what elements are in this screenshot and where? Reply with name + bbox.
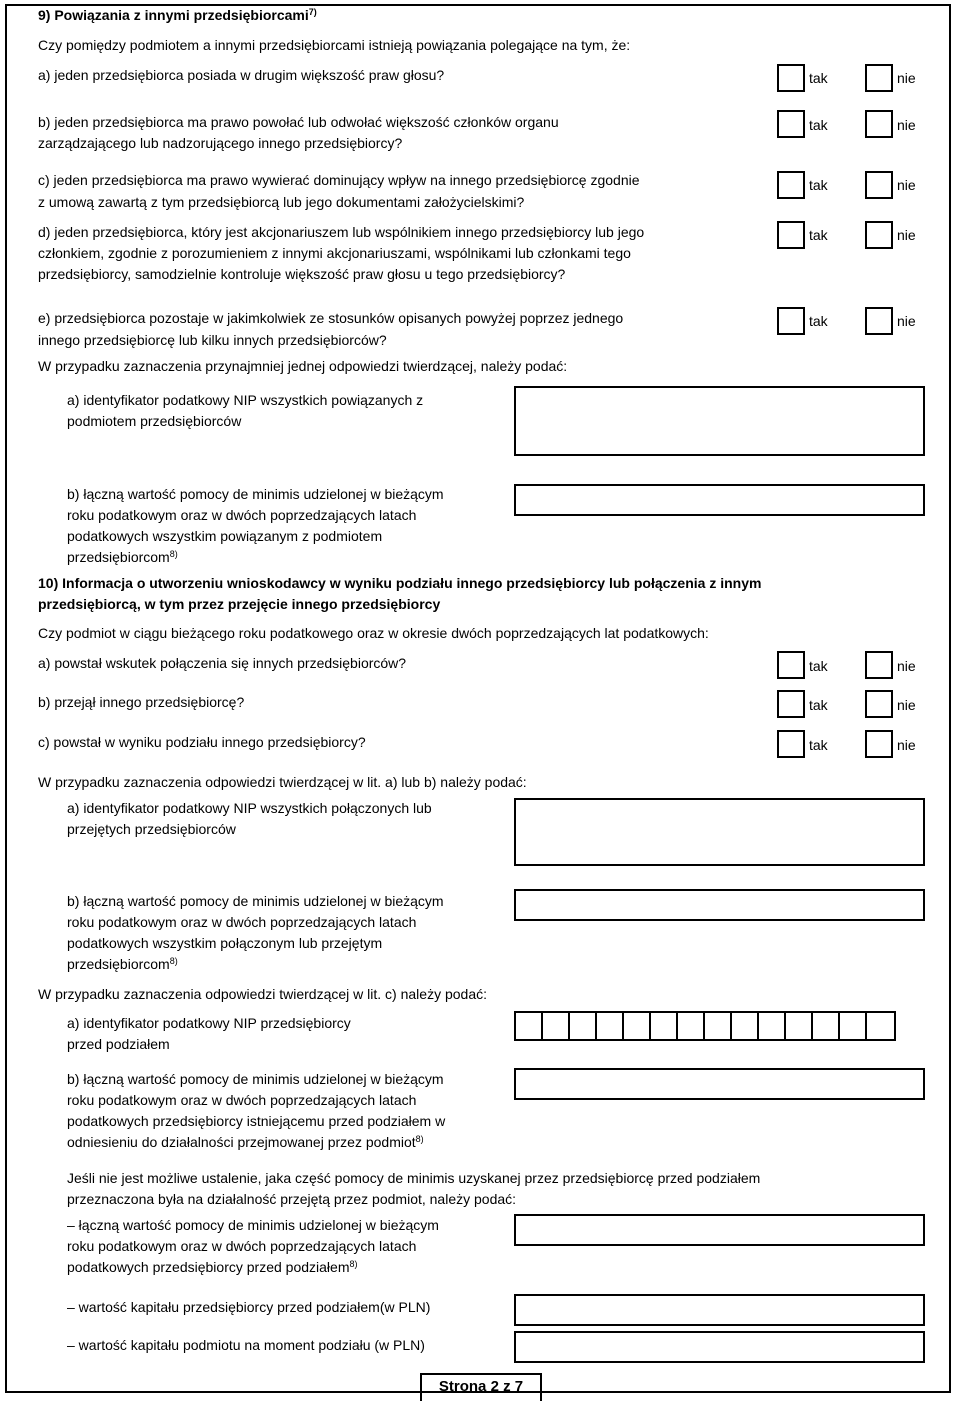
s9-question-e-line2: innego przedsiębiorcę lub kilku innych przedsiębiorców?	[38, 332, 387, 348]
nip-digit-cell[interactable]	[732, 1013, 759, 1039]
footnote-ref: 7)	[308, 7, 317, 17]
yes-label: tak	[809, 658, 828, 674]
s10-predivision-nip-label-line1: a) identyfikator podatkowy NIP przedsiębiorcy	[67, 1015, 351, 1031]
nip-digit-cell[interactable]	[597, 1013, 624, 1039]
no-label: nie	[897, 658, 916, 674]
s9-aid-label-line4-text: przedsiębiorcom	[67, 549, 170, 565]
s9-question-c-line1: c) jeden przedsiębiorca ma prawo wywierać dominujący wpływ na innego przedsiębiorcę zgodnie	[38, 172, 640, 188]
s10-note-ab: W przypadku zaznaczenia odpowiedzi twierdzącej w lit. a) lub b) należy podać:	[38, 774, 527, 790]
s10-if-line1: Jeśli nie jest możliwe ustalenie, jaka część pomocy de minimis uzyskanej przez przedsiębiorcę przed podziałem	[67, 1170, 761, 1186]
nip-digit-cell[interactable]	[651, 1013, 678, 1039]
s10-predivision-aid-label-line1: b) łączną wartość pomocy de minimis udzielonej w bieżącym	[67, 1071, 444, 1087]
s9-nip-input[interactable]	[514, 386, 925, 456]
nip-digit-cell[interactable]	[840, 1013, 867, 1039]
s10-predivision-aid-label-line4	[67, 1132, 424, 1153]
s10-if-line2: przeznaczona była na działalność przejętą przez podmiot, należy podać:	[67, 1191, 517, 1207]
yes-label: tak	[809, 737, 828, 753]
s9-question-a: a) jeden przedsiębiorca posiada w drugim większość praw głosu?	[38, 67, 445, 83]
no-label: nie	[897, 313, 916, 329]
yes-label: tak	[809, 70, 828, 86]
nip-digit-cell[interactable]	[867, 1013, 894, 1039]
s10-nip-label-line1: a) identyfikator podatkowy NIP wszystkich połączonych lub	[67, 800, 432, 816]
nip-digit-cell[interactable]	[786, 1013, 813, 1039]
yes-label: tak	[809, 697, 828, 713]
nip-digit-cell[interactable]	[759, 1013, 786, 1039]
s9-question-d-line3: przedsiębiorcy, samodzielnie kontroluje większość praw głosu u tego przedsiębiorcy?	[38, 266, 566, 282]
no-label: nie	[897, 177, 916, 193]
s9-b-yes-checkbox[interactable]	[777, 110, 805, 138]
s10-aid-label-line2: roku podatkowym oraz w dwóch poprzedzających latach	[67, 914, 417, 930]
no-label: nie	[897, 737, 916, 753]
yes-label: tak	[809, 227, 828, 243]
s10-question-a: a) powstał wskutek połączenia się innych przedsiębiorców?	[38, 655, 407, 671]
nip-digit-cell[interactable]	[678, 1013, 705, 1039]
s10-a-no-checkbox[interactable]	[865, 651, 893, 679]
s9-aid-input[interactable]	[514, 484, 925, 516]
no-label: nie	[897, 70, 916, 86]
s10-note-c: W przypadku zaznaczenia odpowiedzi twierdzącej w lit. c) należy podać:	[38, 986, 487, 1002]
s9-aid-label-line1: b) łączną wartość pomocy de minimis udzielonej w bieżącym	[67, 486, 444, 502]
s10-aid-label-line4	[67, 954, 178, 975]
s9-a-yes-checkbox[interactable]	[777, 64, 805, 92]
footnote-ref: 8)	[169, 549, 178, 559]
s10-question: Czy podmiot w ciągu bieżącego roku podatkowego oraz w okresie dwóch poprzedzających lat podatkowych:	[38, 625, 709, 641]
s9-question-d-line1: d) jeden przedsiębiorca, który jest akcjonariuszem lub wspólnikiem innego przedsiębiorcy lub jego	[38, 224, 645, 240]
s9-d-yes-checkbox[interactable]	[777, 221, 805, 249]
s10-total-aid-input[interactable]	[514, 1214, 925, 1246]
s9-d-no-checkbox[interactable]	[865, 221, 893, 249]
s10-aid-label-line3: podatkowych wszystkim połączonym lub przejętym	[67, 935, 383, 951]
s9-question-b-line2: zarządzającego lub nadzorującego innego przedsiębiorcy?	[38, 135, 403, 151]
s10-question-b: b) przejął innego przedsiębiorcę?	[38, 694, 245, 710]
s9-question-c-line2: z umową zawartą z tym przedsiębiorcą lub jego dokumentami założycielskimi?	[38, 194, 525, 210]
s10-predivision-nip-label-line2: przed podziałem	[67, 1036, 170, 1052]
s9-nip-label-line1: a) identyfikator podatkowy NIP wszystkich powiązanych z	[67, 392, 424, 408]
s10-b-no-checkbox[interactable]	[865, 690, 893, 718]
footnote-ref: 8)	[349, 1259, 358, 1269]
s9-a-no-checkbox[interactable]	[865, 64, 893, 92]
s9-aid-label-line3: podatkowych wszystkim powiązanym z podmiotem	[67, 528, 383, 544]
s9-question-b-line1: b) jeden przedsiębiorca ma prawo powołać lub odwołać większość członków organu	[38, 114, 559, 130]
s10-total-aid-label-line1: – łączną wartość pomocy de minimis udzielonej w bieżącym	[67, 1217, 439, 1233]
s10-predivision-aid-label-line4-text: odniesieniu do działalności przejmowanej przez podmiot	[67, 1134, 416, 1150]
s10-predivision-nip-cells[interactable]	[514, 1011, 896, 1041]
s10-total-aid-label-line2: roku podatkowym oraz w dwóch poprzedzających latach	[67, 1238, 417, 1254]
footnote-ref: 8)	[415, 1134, 424, 1144]
nip-digit-cell[interactable]	[813, 1013, 840, 1039]
s10-capital-entrepreneur-label: – wartość kapitału przedsiębiorcy przed podziałem(w PLN)	[67, 1299, 431, 1315]
s10-predivision-aid-label-line3: podatkowych przedsiębiorcy istniejącemu przed podziałem w	[67, 1113, 446, 1129]
yes-label: tak	[809, 313, 828, 329]
s9-question: Czy pomiędzy podmiotem a innymi przedsiębiorcami istnieją powiązania polegające na tym, że:	[38, 37, 631, 53]
s10-c-no-checkbox[interactable]	[865, 730, 893, 758]
section-9-title	[38, 5, 317, 26]
no-label: nie	[897, 697, 916, 713]
s10-aid-input[interactable]	[514, 889, 925, 921]
s9-e-no-checkbox[interactable]	[865, 307, 893, 335]
page-number: Strona 2 z 7	[420, 1373, 542, 1401]
s9-c-yes-checkbox[interactable]	[777, 171, 805, 199]
s10-nip-input[interactable]	[514, 798, 925, 866]
nip-digit-cell[interactable]	[516, 1013, 543, 1039]
s10-aid-label-line1: b) łączną wartość pomocy de minimis udzielonej w bieżącym	[67, 893, 444, 909]
s10-capital-entity-label: – wartość kapitału podmiotu na moment podziału (w PLN)	[67, 1337, 425, 1353]
s10-total-aid-label-line3	[67, 1257, 358, 1278]
s9-note: W przypadku zaznaczenia przynajmniej jednej odpowiedzi twierdzącej, należy podać:	[38, 358, 568, 374]
nip-digit-cell[interactable]	[570, 1013, 597, 1039]
s10-predivision-aid-input[interactable]	[514, 1068, 925, 1100]
footnote-ref: 8)	[169, 956, 178, 966]
nip-digit-cell[interactable]	[705, 1013, 732, 1039]
s9-c-no-checkbox[interactable]	[865, 171, 893, 199]
yes-label: tak	[809, 177, 828, 193]
s10-capital-entity-input[interactable]	[514, 1331, 925, 1363]
s10-a-yes-checkbox[interactable]	[777, 651, 805, 679]
s10-total-aid-label-line3-text: podatkowych przedsiębiorcy przed podziałem	[67, 1259, 350, 1275]
s10-b-yes-checkbox[interactable]	[777, 690, 805, 718]
s9-nip-label-line2: podmiotem przedsiębiorców	[67, 413, 242, 429]
section-10-title-line2: przedsiębiorcą, w tym przez przejęcie innego przedsiębiorcy	[38, 596, 441, 612]
s9-question-d-line2: członkiem, zgodnie z porozumieniem z innymi akcjonariuszami, wspólnikami lub członkami tego	[38, 245, 631, 261]
nip-digit-cell[interactable]	[624, 1013, 651, 1039]
s10-capital-entrepreneur-input[interactable]	[514, 1294, 925, 1326]
section-10-title-line1: 10) Informacja o utworzeniu wnioskodawcy w wyniku podziału innego przedsiębiorcy lub połączenia z innym	[38, 575, 762, 591]
section-9-title-text: 9) Powiązania z innymi przedsiębiorcami	[38, 7, 309, 23]
no-label: nie	[897, 227, 916, 243]
yes-label: tak	[809, 117, 828, 133]
no-label: nie	[897, 117, 916, 133]
nip-digit-cell[interactable]	[543, 1013, 570, 1039]
s9-b-no-checkbox[interactable]	[865, 110, 893, 138]
s9-aid-label-line4	[67, 547, 178, 568]
s10-question-c: c) powstał w wyniku podziału innego przedsiębiorcy?	[38, 734, 366, 750]
s9-e-yes-checkbox[interactable]	[777, 307, 805, 335]
s10-aid-label-line4-text: przedsiębiorcom	[67, 956, 170, 972]
s9-question-e-line1: e) przedsiębiorca pozostaje w jakimkolwiek ze stosunków opisanych powyżej poprzez jednego	[38, 310, 624, 326]
s10-c-yes-checkbox[interactable]	[777, 730, 805, 758]
s9-aid-label-line2: roku podatkowym oraz w dwóch poprzedzających latach	[67, 507, 417, 523]
s10-nip-label-line2: przejętych przedsiębiorców	[67, 821, 236, 837]
s10-predivision-aid-label-line2: roku podatkowym oraz w dwóch poprzedzających latach	[67, 1092, 417, 1108]
